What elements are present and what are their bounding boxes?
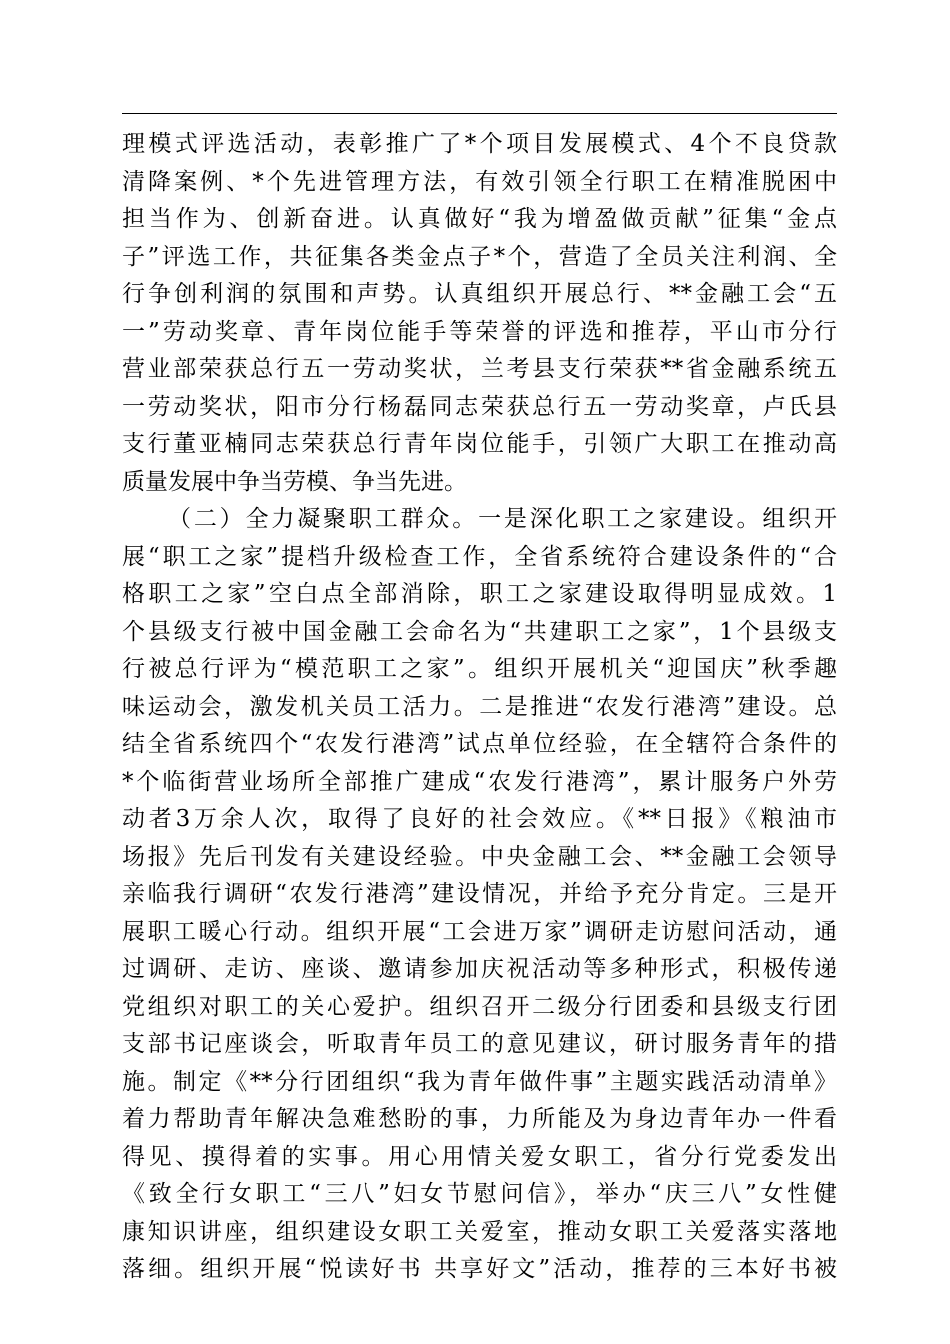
text-line: 动者3万余人次，取得了良好的社会效应。《**日报》《粮油市 xyxy=(122,806,837,832)
text-line: 场报》先后刊发有关建设经验。中央金融工会、**金融工会领导 xyxy=(122,843,837,870)
text-line: 亲临我行调研“农发行港湾”建设情况，并给予充分肯定。三是开 xyxy=(122,881,837,907)
text-line: 展“职工之家”提档升级检查工作，全省系统符合建设条件的“合 xyxy=(122,543,837,570)
text-line: 个县级支行被中国金融工会命名为“共建职工之家”，1个县级支 xyxy=(122,618,837,645)
text-line: 格职工之家”空白点全部消除，职工之家建设取得明显成效。1 xyxy=(122,581,837,607)
text-line: 展职工暖心行动。组织开展“工会进万家”调研走访慰问活动，通 xyxy=(122,918,837,945)
text-line: 《致全行女职工“三八”妇女节慰问信》，举办“庆三八”女性健 xyxy=(122,1181,837,1207)
text-line: 康知识讲座，组织建设女职工关爱室，推动女职工关爱落实落地 xyxy=(122,1218,837,1245)
text-line: 清降案例、*个先进管理方法，有效引领全行职工在精准脱困中 xyxy=(122,168,837,195)
paragraph-2 xyxy=(122,501,837,1289)
section-heading-line: （二）全力凝聚职工群众。一是深化职工之家建设。组织开 xyxy=(168,506,837,532)
text-line: 施。制定《**分行团组织“我为青年做件事”主题实践活动清单》 xyxy=(122,1068,837,1095)
text-line: 味运动会，激发机关员工活力。二是推进“农发行港湾”建设。总 xyxy=(122,693,837,720)
text-line: 支部书记座谈会，听取青年员工的意见建议，研讨服务青年的措 xyxy=(122,1031,837,1057)
text-line: *个临街营业场所全部推广建成“农发行港湾”，累计服务户外劳 xyxy=(122,768,837,795)
text-line: 落细。组织开展“悦读好书 共享好文”活动，推荐的三本好书被 xyxy=(122,1256,837,1282)
text-line: 过调研、走访、座谈、邀请参加庆祝活动等多种形式，积极传递 xyxy=(122,956,837,982)
header-rule xyxy=(122,113,837,114)
text-line: 质量发展中争当劳模、争当先进。 xyxy=(122,468,467,495)
text-line: 营业部荣获总行五一劳动奖状，兰考县支行荣获**省金融系统五 xyxy=(122,356,837,382)
text-line: 一”劳动奖章、青年岗位能手等荣誉的评选和推荐，平山市分行 xyxy=(122,318,837,345)
text-line: 一劳动奖状，阳市分行杨磊同志荣获总行五一劳动奖章，卢氏县 xyxy=(122,393,837,420)
text-line: 子”评选工作，共征集各类金点子*个，营造了全员关注利润、全 xyxy=(122,243,837,270)
text-line: 得见、摸得着的实事。用心用情关爱女职工，省分行党委发出 xyxy=(122,1143,837,1170)
text-line: 担当作为、创新奋进。认真做好“我为增盈做贡献”征集“金点 xyxy=(122,206,837,232)
body-text xyxy=(122,126,837,1289)
text-line: 支行董亚楠同志荣获总行青年岗位能手，引领广大职工在推动高 xyxy=(122,431,837,457)
text-line: 行被总行评为“模范职工之家”。组织开展机关“迎国庆”秋季趣 xyxy=(122,656,837,682)
text-line: 行争创利润的氛围和声势。认真组织开展总行、**金融工会“五 xyxy=(122,281,837,307)
paragraph-1 xyxy=(122,126,837,501)
text-line: 着力帮助青年解决急难愁盼的事，力所能及为身边青年办一件看 xyxy=(122,1106,837,1132)
text-line: 理模式评选活动，表彰推广了*个项目发展模式、4个不良贷款 xyxy=(122,131,837,157)
text-line: 结全省系统四个“农发行港湾”试点单位经验，在全辖符合条件的 xyxy=(122,731,837,757)
text-line: 党组织对职工的关心爱护。组织召开二级分行团委和县级支行团 xyxy=(122,993,837,1020)
